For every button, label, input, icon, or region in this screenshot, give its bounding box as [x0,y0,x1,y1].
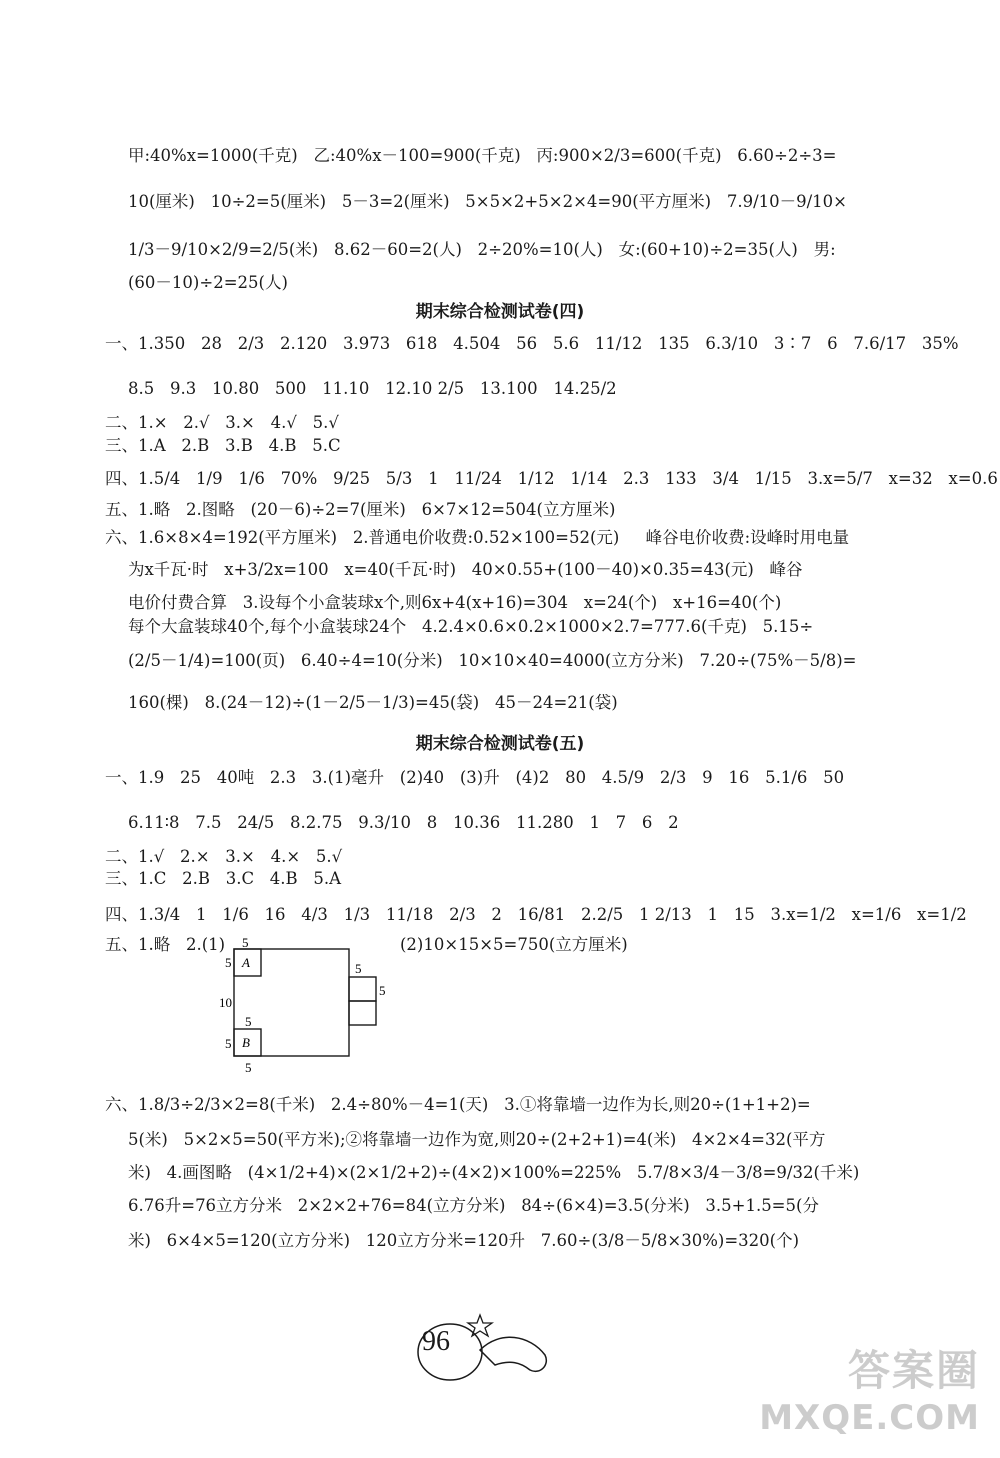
face-label-b: B [242,1035,250,1050]
answer-line: 8.5 9.3 10.80 500 11.10 12.10 2/5 13.100 14.25/2 [128,379,617,398]
dim-label: 5 [225,955,232,970]
answer-line: 五、1.略 2.(1) [105,935,226,954]
answer-line: 1/3－9/10×2/9=2/5(米) 8.62－60=2(人) 2÷20%=10(人) 女:(60+10)÷2=35(人) 男: [128,240,836,259]
face-label-a: A [242,955,250,970]
answer-line: 四、1.5/4 1/9 1/6 70% 9/25 5/3 1 11/24 1/12 1/14 2.3 133 3/4 1/15 3.x=5/7 x=32 x=0.6 [105,469,998,488]
answer-line: 六、1.8/3÷2/3×2=8(千米) 2.4÷80%－4=1(天) 3.①将靠墙一边作为长,则20÷(1+1+2)= [105,1095,811,1114]
answer-line: 为x千瓦·时 x+3/2x=100 x=40(千瓦·时) 40×0.55+(100－40)×0.35=43(元) 峰谷 [128,560,803,579]
dim-label: 5 [379,983,386,998]
answer-line: (2/5－1/4)=100(页) 6.40÷4=10(分米) 10×10×40=4000(立方分米) 7.20÷(75%－5/8)= [128,651,857,670]
answer-line: 电价付费合算 3.设每个小盒装球x个,则6x+4(x+16)=304 x=24(个) x+16=40(个) [128,593,782,612]
answer-line: 6.11∶8 7.5 24/5 8.2.75 9.3/10 8 10.36 11.280 1 7 6 2 [128,813,679,832]
answer-line: 五、1.略 2.图略 (20－6)÷2=7(厘米) 6×7×12=504(立方厘米) [105,500,616,519]
answer-line: (60－10)÷2=25(人) [128,273,288,292]
dim-label: 10 [219,995,232,1010]
answer-line: 二、1.× 2.√ 3.× 4.√ 5.√ [105,413,339,432]
answer-line: (2)10×15×5=750(立方厘米) [400,935,628,954]
answer-line: 10(厘米) 10÷2=5(厘米) 5－3=2(厘米) 5×5×2+5×2×4=90(平方厘米) 7.9/10－9/10× [128,192,847,211]
section-title: 期末综合检测试卷(四) [415,302,585,322]
dim-label: 5 [245,1014,252,1029]
answer-line: 三、1.C 2.B 3.C 4.B 5.A [105,869,342,888]
answer-line: 每个大盒装球40个,每个小盒装球24个 4.2.4×0.6×0.2×1000×2.7=777.6(千克) 5.15÷ [128,617,814,636]
answer-line: 甲:40%x=1000(千克) 乙:40%x－100=900(千克) 丙:900×2/3=600(千克) 6.60÷2÷3= [128,146,837,165]
answer-line: 米) 4.画图略 (4×1/2+4)×(2×1/2+2)÷(4×2)×100%=225% 5.7/8×3/4－3/8=9/32(千米) [128,1163,860,1182]
answer-line: 一、1.350 28 2/3 2.120 3.973 618 4.504 56 5.6 11/12 135 6.3/10 3∶7 6 7.6/17 35% [105,334,959,353]
watermark [759,1338,980,1438]
dim-label: 5 [355,961,362,976]
answer-line: 160(棵) 8.(24－12)÷(1－2/5－1/3)=45(袋) 45－24=21(袋) [128,693,618,712]
answer-line: 一、1.9 25 40吨 2.3 3.(1)毫升 (2)40 (3)升 (4)2 80 4.5/9 2/3 9 16 5.1/6 50 [105,768,845,787]
answer-line: 米) 6×4×5=120(立方分米) 120立方分米=120升 7.60÷(3/8－5/8×30%)=320(个) [128,1231,800,1250]
answer-line: 六、1.6×8×4=192(平方厘米) 2.普通电价收费:0.52×100=52(元) 峰谷电价收费:设峰时用电量 [105,528,850,547]
answer-line: 四、1.3/4 1 1/6 16 4/3 1/3 11/18 2/3 2 16/81 2.2/5 1 2/13 1 15 3.x=1/2 x=1/6 x=1/2 [105,905,967,924]
box-net-figure [215,935,395,1084]
answer-line: 6.76升=76立方分米 2×2×2+76=84(立方分米) 84÷(6×4)=3.5(分米) 3.5+1.5=5(分 [128,1196,819,1215]
answer-line: 三、1.A 2.B 3.B 4.B 5.C [105,436,341,455]
answer-line: 5(米) 5×2×5=50(平方米);②将靠墙一边作为宽,则20÷(2+2+1)=4(米) 4×2×4=32(平方 [128,1130,826,1149]
watermark-url: MXQE.COM [759,1398,980,1438]
section-title: 期末综合检测试卷(五) [415,734,585,754]
dim-label: 5 [242,935,249,950]
dim-label: 5 [245,1060,252,1075]
answer-line: 二、1.√ 2.× 3.× 4.× 5.√ [105,847,343,866]
dim-label: 5 [225,1036,232,1051]
page-number: 96 [422,1326,450,1357]
watermark-text: 答案圈 [847,1346,980,1395]
